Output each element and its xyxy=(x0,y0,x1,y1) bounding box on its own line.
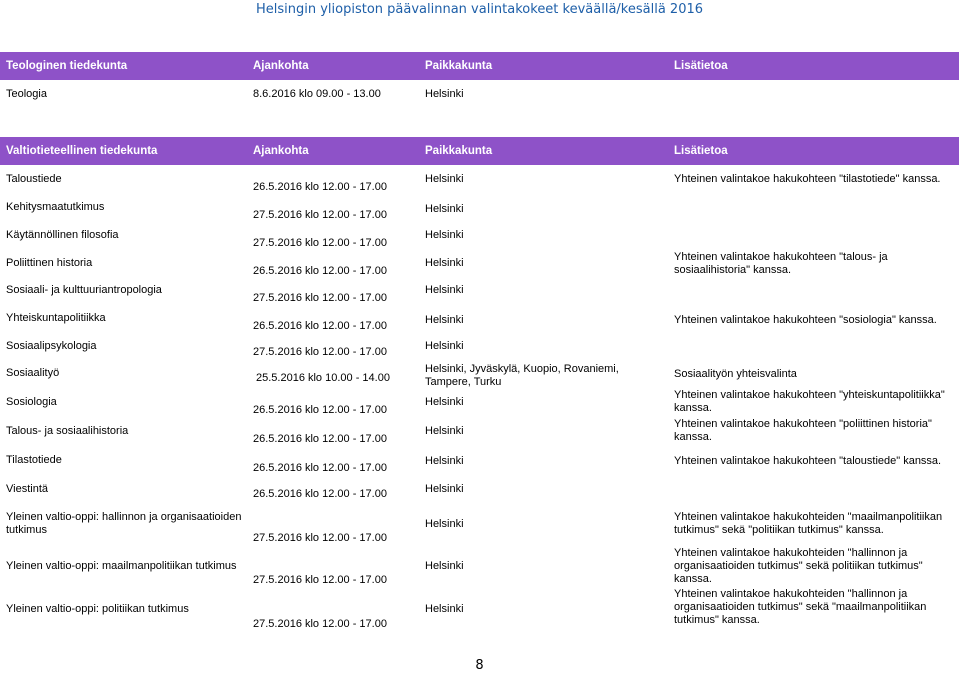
subject-cell: Kehitysmaatutkimus xyxy=(6,201,105,213)
faculty-name: Valtiotieteellinen tiedekunta xyxy=(6,145,158,157)
subject-cell: Teologia xyxy=(6,88,47,100)
info-cell: Yhteinen valintakoe hakukohteen "yhteiskuntapolitiikka" kanssa. xyxy=(674,389,945,414)
place-cell: Helsinki xyxy=(425,173,464,185)
faculty-header-teologinen xyxy=(0,52,959,80)
info-cell: Yhteinen valintakoe hakukohteen "sosiologia" kanssa. xyxy=(674,314,937,326)
place-cell: Helsinki xyxy=(425,314,464,326)
info-cell: Yhteinen valintakoe hakukohteiden "hallinnon ja organisaatioiden tutkimus" sekä "maailmanpolitiikan tutkimus" kanssa. xyxy=(674,588,927,626)
header-date: Ajankohta xyxy=(253,145,309,157)
subject-cell: Yhteiskuntapolitiikka xyxy=(6,312,106,324)
subject-cell: Tilastotiede xyxy=(6,454,62,466)
date-cell: 27.5.2016 klo 12.00 - 17.00 xyxy=(253,292,387,304)
place-cell: Helsinki xyxy=(425,518,464,530)
place-cell: Helsinki xyxy=(425,203,464,215)
place-cell: Helsinki xyxy=(425,257,464,269)
subject-cell: Sosiologia xyxy=(6,396,57,408)
date-cell: 26.5.2016 klo 12.00 - 17.00 xyxy=(253,433,387,445)
place-cell: Helsinki xyxy=(425,483,464,495)
subject-cell: Yleinen valtio-oppi: politiikan tutkimus xyxy=(6,603,189,615)
subject-cell: Talous- ja sosiaalihistoria xyxy=(6,425,129,437)
place-cell: Helsinki xyxy=(425,229,464,241)
page-number: 8 xyxy=(475,658,484,673)
place-cell: Helsinki xyxy=(425,340,464,352)
date-cell: 26.5.2016 klo 12.00 - 17.00 xyxy=(253,462,387,474)
subject-cell: Taloustiede xyxy=(6,173,62,185)
subject-cell: Viestintä xyxy=(6,483,48,495)
info-cell: Yhteinen valintakoe hakukohteen "tilastotiede" kanssa. xyxy=(674,173,941,185)
date-cell: 8.6.2016 klo 09.00 - 13.00 xyxy=(253,88,381,100)
document-title: Helsingin yliopiston päävalinnan valintakokeet keväällä/kesällä 2016 xyxy=(255,2,704,17)
date-cell: 26.5.2016 klo 12.00 - 17.00 xyxy=(253,320,387,332)
info-cell: Yhteinen valintakoe hakukohteiden "maailmanpolitiikan tutkimus" sekä "politiikan tutkimus" kanssa. xyxy=(674,511,943,536)
info-cell: Yhteinen valintakoe hakukohteen "poliittinen historia" kanssa. xyxy=(674,418,932,443)
date-cell: 26.5.2016 klo 12.00 - 17.00 xyxy=(253,181,387,193)
place-cell: Helsinki xyxy=(425,455,464,467)
subject-cell: Poliittinen historia xyxy=(6,257,93,269)
info-cell: Yhteinen valintakoe hakukohteen "taloustiede" kanssa. xyxy=(674,455,942,467)
date-cell: 27.5.2016 klo 12.00 - 17.00 xyxy=(253,346,387,358)
header-info: Lisätietoa xyxy=(674,60,728,72)
place-cell: Helsinki xyxy=(425,425,464,437)
header-date: Ajankohta xyxy=(253,60,309,72)
header-place: Paikkakunta xyxy=(425,60,493,72)
header-info: Lisätietoa xyxy=(674,145,728,157)
subject-cell: Yleinen valtio-oppi: maailmanpolitiikan tutkimus xyxy=(6,560,237,572)
subject-cell: Sosiaali- ja kulttuuriantropologia xyxy=(6,284,162,296)
place-cell: Helsinki xyxy=(425,396,464,408)
date-cell: 26.5.2016 klo 12.00 - 17.00 xyxy=(253,488,387,500)
header-place: Paikkakunta xyxy=(425,145,493,157)
place-cell: Helsinki xyxy=(425,560,464,572)
date-cell: 26.5.2016 klo 12.00 - 17.00 xyxy=(253,404,387,416)
subject-cell: Sosiaalityö xyxy=(6,367,60,379)
date-cell: 27.5.2016 klo 12.00 - 17.00 xyxy=(253,574,387,586)
faculty-header-valtiotieteellinen xyxy=(0,137,959,165)
place-cell: Helsinki xyxy=(425,603,464,615)
date-cell: 27.5.2016 klo 12.00 - 17.00 xyxy=(253,237,387,249)
date-cell: 27.5.2016 klo 12.00 - 17.00 xyxy=(253,618,387,630)
subject-cell: Yleinen valtio-oppi: hallinnon ja organisaatioiden tutkimus xyxy=(6,511,242,536)
subject-cell: Sosiaalipsykologia xyxy=(6,340,97,352)
info-cell: Sosiaalityön yhteisvalinta xyxy=(674,368,797,380)
date-cell: 27.5.2016 klo 12.00 - 17.00 xyxy=(253,209,387,221)
date-cell: 27.5.2016 klo 12.00 - 17.00 xyxy=(253,532,387,544)
subject-cell: Käytännöllinen filosofia xyxy=(6,229,119,241)
faculty-name: Teologinen tiedekunta xyxy=(6,60,128,72)
place-cell: Helsinki xyxy=(425,284,464,296)
date-cell: 25.5.2016 klo 10.00 - 14.00 xyxy=(256,372,390,384)
info-cell: Yhteinen valintakoe hakukohteiden "hallinnon ja organisaatioiden tutkimus" sekä politiikan tutkimus" kanssa. xyxy=(674,547,923,585)
info-cell: Yhteinen valintakoe hakukohteen "talous- ja sosiaalihistoria" kanssa. xyxy=(674,251,888,276)
place-cell: Helsinki, Jyväskylä, Kuopio, Rovaniemi, Tampere, Turku xyxy=(425,363,619,388)
date-cell: 26.5.2016 klo 12.00 - 17.00 xyxy=(253,265,387,277)
place-cell: Helsinki xyxy=(425,88,464,100)
